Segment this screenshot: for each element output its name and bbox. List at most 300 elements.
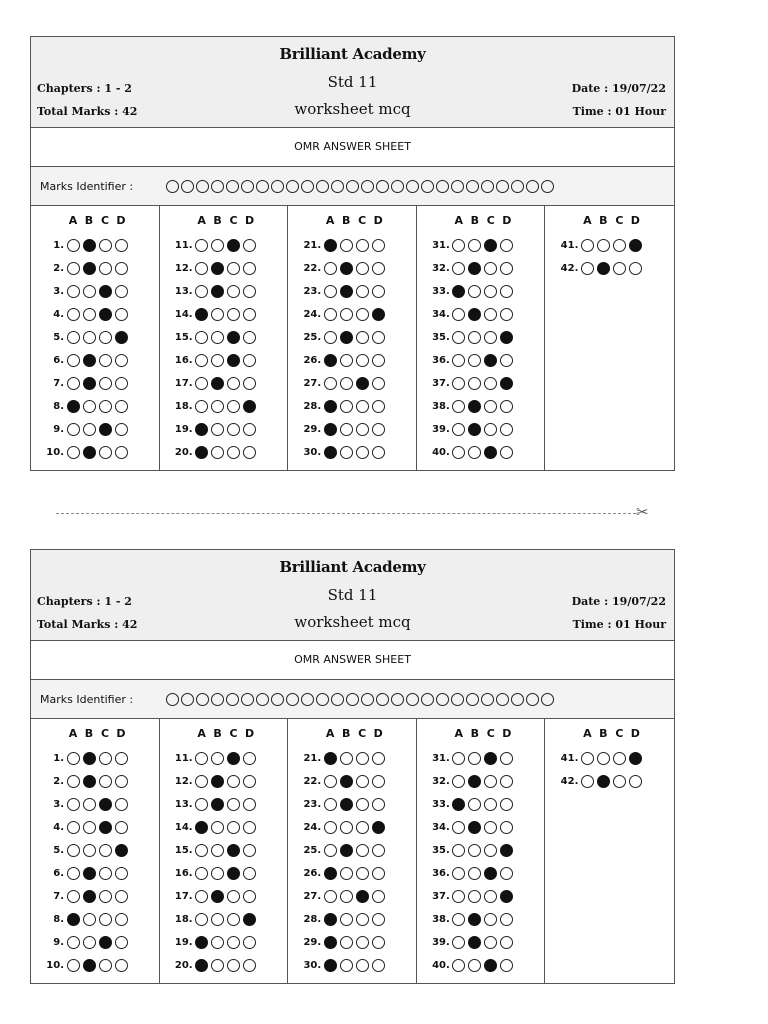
answer-bubble-d[interactable] [115,331,128,344]
answer-bubble-a[interactable] [67,936,80,949]
answer-bubble-b[interactable] [83,400,96,413]
answer-bubble-b[interactable] [211,913,224,926]
answer-bubble-c[interactable] [484,239,497,252]
answer-bubble-a[interactable] [324,354,337,367]
answer-bubble-d[interactable] [115,936,128,949]
answer-bubble-d[interactable] [243,867,256,880]
answer-bubble-d[interactable] [243,936,256,949]
answer-bubble-c[interactable] [484,959,497,972]
marks-identifier-bubble[interactable] [361,693,374,706]
marks-identifier-bubble[interactable] [316,693,329,706]
answer-bubble-a[interactable] [452,959,465,972]
answer-bubble-c[interactable] [99,331,112,344]
answer-bubble-c[interactable] [99,354,112,367]
marks-identifier-bubble[interactable] [436,693,449,706]
answer-bubble-d[interactable] [115,752,128,765]
answer-bubble-a[interactable] [581,239,594,252]
answer-bubble-d[interactable] [243,775,256,788]
answer-bubble-b[interactable] [340,936,353,949]
answer-bubble-d[interactable] [115,400,128,413]
answer-bubble-d[interactable] [500,377,513,390]
answer-bubble-a[interactable] [195,331,208,344]
answer-bubble-d[interactable] [500,354,513,367]
answer-bubble-b[interactable] [340,400,353,413]
answer-bubble-d[interactable] [243,752,256,765]
answer-bubble-b[interactable] [211,936,224,949]
answer-bubble-b[interactable] [211,867,224,880]
marks-identifier-bubble[interactable] [421,180,434,193]
answer-bubble-b[interactable] [211,331,224,344]
answer-bubble-b[interactable] [211,377,224,390]
answer-bubble-c[interactable] [356,821,369,834]
answer-bubble-d[interactable] [500,308,513,321]
answer-bubble-b[interactable] [340,331,353,344]
marks-identifier-bubble[interactable] [226,693,239,706]
marks-identifier-bubble[interactable] [331,693,344,706]
answer-bubble-a[interactable] [67,354,80,367]
answer-bubble-a[interactable] [452,377,465,390]
answer-bubble-c[interactable] [227,285,240,298]
answer-bubble-a[interactable] [195,423,208,436]
answer-bubble-d[interactable] [243,423,256,436]
answer-bubble-b[interactable] [340,423,353,436]
marks-identifier-bubble[interactable] [226,180,239,193]
answer-bubble-b[interactable] [340,775,353,788]
answer-bubble-c[interactable] [99,400,112,413]
answer-bubble-a[interactable] [67,331,80,344]
answer-bubble-c[interactable] [484,752,497,765]
answer-bubble-c[interactable] [99,752,112,765]
answer-bubble-c[interactable] [99,844,112,857]
marks-identifier-bubble[interactable] [496,693,509,706]
answer-bubble-d[interactable] [115,377,128,390]
answer-bubble-d[interactable] [115,798,128,811]
answer-bubble-c[interactable] [99,798,112,811]
answer-bubble-a[interactable] [452,890,465,903]
answer-bubble-a[interactable] [195,890,208,903]
answer-bubble-b[interactable] [211,354,224,367]
marks-identifier-bubble[interactable] [451,180,464,193]
answer-bubble-b[interactable] [211,890,224,903]
answer-bubble-b[interactable] [468,400,481,413]
answer-bubble-a[interactable] [452,308,465,321]
answer-bubble-c[interactable] [484,400,497,413]
answer-bubble-a[interactable] [452,821,465,834]
answer-bubble-a[interactable] [195,285,208,298]
answer-bubble-a[interactable] [324,936,337,949]
answer-bubble-d[interactable] [372,377,385,390]
marks-identifier-bubble[interactable] [286,693,299,706]
answer-bubble-d[interactable] [500,867,513,880]
answer-bubble-d[interactable] [372,913,385,926]
answer-bubble-c[interactable] [484,867,497,880]
answer-bubble-b[interactable] [468,959,481,972]
answer-bubble-b[interactable] [83,423,96,436]
answer-bubble-d[interactable] [372,285,385,298]
answer-bubble-d[interactable] [372,262,385,275]
answer-bubble-d[interactable] [629,262,642,275]
answer-bubble-d[interactable] [115,446,128,459]
answer-bubble-d[interactable] [500,890,513,903]
marks-identifier-bubble[interactable] [256,180,269,193]
marks-identifier-bubble[interactable] [496,180,509,193]
answer-bubble-b[interactable] [211,798,224,811]
answer-bubble-c[interactable] [356,798,369,811]
answer-bubble-b[interactable] [83,844,96,857]
answer-bubble-b[interactable] [468,446,481,459]
marks-identifier-bubble[interactable] [211,693,224,706]
answer-bubble-c[interactable] [484,262,497,275]
answer-bubble-b[interactable] [83,936,96,949]
answer-bubble-a[interactable] [452,239,465,252]
answer-bubble-b[interactable] [211,821,224,834]
answer-bubble-a[interactable] [195,798,208,811]
answer-bubble-b[interactable] [211,844,224,857]
answer-bubble-a[interactable] [324,239,337,252]
marks-identifier-bubble[interactable] [406,180,419,193]
marks-identifier-bubble[interactable] [316,180,329,193]
answer-bubble-a[interactable] [67,775,80,788]
marks-identifier-bubble[interactable] [286,180,299,193]
answer-bubble-d[interactable] [243,285,256,298]
answer-bubble-c[interactable] [356,959,369,972]
answer-bubble-a[interactable] [324,262,337,275]
answer-bubble-c[interactable] [99,936,112,949]
answer-bubble-b[interactable] [340,867,353,880]
answer-bubble-b[interactable] [340,239,353,252]
answer-bubble-a[interactable] [67,285,80,298]
answer-bubble-b[interactable] [340,821,353,834]
answer-bubble-d[interactable] [500,285,513,298]
answer-bubble-c[interactable] [484,308,497,321]
answer-bubble-c[interactable] [484,798,497,811]
answer-bubble-b[interactable] [211,285,224,298]
answer-bubble-b[interactable] [83,377,96,390]
answer-bubble-c[interactable] [356,354,369,367]
answer-bubble-a[interactable] [324,798,337,811]
answer-bubble-c[interactable] [227,798,240,811]
answer-bubble-a[interactable] [452,913,465,926]
answer-bubble-c[interactable] [356,913,369,926]
answer-bubble-a[interactable] [452,423,465,436]
answer-bubble-a[interactable] [195,959,208,972]
marks-identifier-bubble[interactable] [391,693,404,706]
marks-identifier-bubble[interactable] [511,693,524,706]
answer-bubble-d[interactable] [243,354,256,367]
answer-bubble-c[interactable] [356,867,369,880]
answer-bubble-a[interactable] [324,867,337,880]
answer-bubble-d[interactable] [115,775,128,788]
answer-bubble-d[interactable] [372,354,385,367]
answer-bubble-c[interactable] [356,285,369,298]
answer-bubble-b[interactable] [468,775,481,788]
answer-bubble-c[interactable] [484,844,497,857]
answer-bubble-a[interactable] [324,959,337,972]
answer-bubble-d[interactable] [115,959,128,972]
answer-bubble-b[interactable] [340,844,353,857]
answer-bubble-b[interactable] [211,262,224,275]
answer-bubble-a[interactable] [195,354,208,367]
answer-bubble-b[interactable] [468,354,481,367]
answer-bubble-d[interactable] [500,959,513,972]
answer-bubble-d[interactable] [115,285,128,298]
answer-bubble-d[interactable] [629,752,642,765]
answer-bubble-a[interactable] [324,446,337,459]
answer-bubble-a[interactable] [195,775,208,788]
answer-bubble-d[interactable] [500,775,513,788]
answer-bubble-c[interactable] [227,400,240,413]
answer-bubble-a[interactable] [67,423,80,436]
answer-bubble-b[interactable] [83,798,96,811]
answer-bubble-b[interactable] [597,752,610,765]
answer-bubble-a[interactable] [452,798,465,811]
answer-bubble-a[interactable] [195,262,208,275]
marks-identifier-bubble[interactable] [451,693,464,706]
answer-bubble-d[interactable] [500,331,513,344]
marks-identifier-bubble[interactable] [466,693,479,706]
answer-bubble-b[interactable] [83,775,96,788]
answer-bubble-c[interactable] [356,423,369,436]
answer-bubble-d[interactable] [243,798,256,811]
answer-bubble-a[interactable] [67,913,80,926]
answer-bubble-d[interactable] [115,867,128,880]
marks-identifier-bubble[interactable] [196,180,209,193]
answer-bubble-c[interactable] [227,959,240,972]
answer-bubble-c[interactable] [227,239,240,252]
answer-bubble-b[interactable] [83,752,96,765]
answer-bubble-c[interactable] [484,285,497,298]
marks-identifier-bubble[interactable] [271,180,284,193]
marks-identifier-bubble[interactable] [526,693,539,706]
answer-bubble-b[interactable] [597,262,610,275]
answer-bubble-c[interactable] [227,890,240,903]
answer-bubble-d[interactable] [243,239,256,252]
answer-bubble-d[interactable] [500,752,513,765]
answer-bubble-b[interactable] [340,377,353,390]
answer-bubble-d[interactable] [115,844,128,857]
answer-bubble-c[interactable] [227,913,240,926]
answer-bubble-b[interactable] [211,308,224,321]
answer-bubble-a[interactable] [452,752,465,765]
answer-bubble-b[interactable] [597,775,610,788]
answer-bubble-d[interactable] [372,423,385,436]
answer-bubble-c[interactable] [356,308,369,321]
marks-identifier-bubble[interactable] [376,693,389,706]
answer-bubble-c[interactable] [99,308,112,321]
answer-bubble-a[interactable] [67,400,80,413]
answer-bubble-c[interactable] [99,775,112,788]
answer-bubble-a[interactable] [195,308,208,321]
answer-bubble-b[interactable] [83,331,96,344]
marks-identifier-bubble[interactable] [541,693,554,706]
answer-bubble-a[interactable] [195,239,208,252]
answer-bubble-a[interactable] [67,377,80,390]
answer-bubble-d[interactable] [500,913,513,926]
answer-bubble-b[interactable] [468,262,481,275]
answer-bubble-c[interactable] [613,775,626,788]
answer-bubble-c[interactable] [227,423,240,436]
answer-bubble-a[interactable] [195,446,208,459]
answer-bubble-b[interactable] [340,752,353,765]
answer-bubble-d[interactable] [372,821,385,834]
answer-bubble-c[interactable] [227,752,240,765]
answer-bubble-c[interactable] [227,821,240,834]
answer-bubble-c[interactable] [227,308,240,321]
answer-bubble-d[interactable] [372,400,385,413]
answer-bubble-c[interactable] [99,262,112,275]
answer-bubble-d[interactable] [372,844,385,857]
answer-bubble-b[interactable] [83,959,96,972]
marks-identifier-bubble[interactable] [241,180,254,193]
answer-bubble-a[interactable] [324,400,337,413]
answer-bubble-d[interactable] [243,377,256,390]
answer-bubble-b[interactable] [340,308,353,321]
answer-bubble-a[interactable] [195,821,208,834]
answer-bubble-a[interactable] [581,752,594,765]
answer-bubble-c[interactable] [227,775,240,788]
answer-bubble-c[interactable] [613,752,626,765]
marks-identifier-bubble[interactable] [346,180,359,193]
marks-identifier-bubble[interactable] [271,693,284,706]
answer-bubble-d[interactable] [372,890,385,903]
answer-bubble-b[interactable] [468,239,481,252]
answer-bubble-b[interactable] [83,890,96,903]
answer-bubble-c[interactable] [484,821,497,834]
marks-identifier-bubble[interactable] [166,693,179,706]
answer-bubble-c[interactable] [356,890,369,903]
answer-bubble-d[interactable] [243,844,256,857]
answer-bubble-d[interactable] [115,423,128,436]
answer-bubble-d[interactable] [115,239,128,252]
answer-bubble-a[interactable] [452,331,465,344]
answer-bubble-d[interactable] [500,446,513,459]
answer-bubble-a[interactable] [195,400,208,413]
answer-bubble-b[interactable] [83,239,96,252]
answer-bubble-b[interactable] [468,285,481,298]
marks-identifier-bubble[interactable] [331,180,344,193]
answer-bubble-a[interactable] [581,262,594,275]
answer-bubble-a[interactable] [67,844,80,857]
answer-bubble-c[interactable] [227,844,240,857]
answer-bubble-d[interactable] [372,446,385,459]
answer-bubble-c[interactable] [484,423,497,436]
answer-bubble-b[interactable] [83,285,96,298]
answer-bubble-c[interactable] [356,331,369,344]
answer-bubble-d[interactable] [115,913,128,926]
answer-bubble-c[interactable] [484,354,497,367]
answer-bubble-c[interactable] [99,423,112,436]
answer-bubble-d[interactable] [500,400,513,413]
marks-identifier-bubble[interactable] [181,180,194,193]
answer-bubble-c[interactable] [227,354,240,367]
answer-bubble-a[interactable] [67,798,80,811]
answer-bubble-a[interactable] [452,936,465,949]
answer-bubble-b[interactable] [211,775,224,788]
answer-bubble-a[interactable] [324,752,337,765]
answer-bubble-b[interactable] [83,308,96,321]
answer-bubble-c[interactable] [356,844,369,857]
answer-bubble-d[interactable] [115,262,128,275]
answer-bubble-a[interactable] [67,262,80,275]
answer-bubble-c[interactable] [227,331,240,344]
answer-bubble-b[interactable] [468,844,481,857]
marks-identifier-bubble[interactable] [511,180,524,193]
answer-bubble-a[interactable] [67,308,80,321]
answer-bubble-c[interactable] [227,867,240,880]
answer-bubble-d[interactable] [500,798,513,811]
answer-bubble-c[interactable] [356,400,369,413]
marks-identifier-bubble[interactable] [466,180,479,193]
answer-bubble-a[interactable] [67,959,80,972]
answer-bubble-a[interactable] [324,285,337,298]
answer-bubble-b[interactable] [211,400,224,413]
marks-identifier-bubble[interactable] [301,693,314,706]
answer-bubble-b[interactable] [340,285,353,298]
answer-bubble-d[interactable] [243,446,256,459]
marks-identifier-bubble[interactable] [346,693,359,706]
answer-bubble-b[interactable] [468,423,481,436]
answer-bubble-c[interactable] [356,936,369,949]
answer-bubble-d[interactable] [243,400,256,413]
answer-bubble-c[interactable] [99,446,112,459]
answer-bubble-b[interactable] [468,890,481,903]
answer-bubble-d[interactable] [115,890,128,903]
answer-bubble-d[interactable] [372,867,385,880]
answer-bubble-c[interactable] [356,775,369,788]
answer-bubble-c[interactable] [227,262,240,275]
answer-bubble-d[interactable] [372,308,385,321]
answer-bubble-c[interactable] [227,377,240,390]
answer-bubble-c[interactable] [356,752,369,765]
answer-bubble-c[interactable] [99,377,112,390]
answer-bubble-b[interactable] [211,423,224,436]
answer-bubble-c[interactable] [99,867,112,880]
answer-bubble-a[interactable] [324,890,337,903]
answer-bubble-b[interactable] [340,262,353,275]
marks-identifier-bubble[interactable] [166,180,179,193]
answer-bubble-a[interactable] [67,446,80,459]
answer-bubble-c[interactable] [613,262,626,275]
answer-bubble-b[interactable] [468,936,481,949]
answer-bubble-a[interactable] [452,285,465,298]
answer-bubble-a[interactable] [67,867,80,880]
answer-bubble-a[interactable] [195,867,208,880]
marks-identifier-bubble[interactable] [481,693,494,706]
marks-identifier-bubble[interactable] [391,180,404,193]
answer-bubble-a[interactable] [452,400,465,413]
answer-bubble-c[interactable] [227,446,240,459]
answer-bubble-a[interactable] [195,844,208,857]
answer-bubble-c[interactable] [356,377,369,390]
answer-bubble-c[interactable] [356,262,369,275]
answer-bubble-d[interactable] [629,239,642,252]
answer-bubble-c[interactable] [484,775,497,788]
answer-bubble-c[interactable] [99,890,112,903]
answer-bubble-d[interactable] [372,752,385,765]
answer-bubble-b[interactable] [211,959,224,972]
answer-bubble-d[interactable] [500,423,513,436]
answer-bubble-d[interactable] [115,308,128,321]
answer-bubble-c[interactable] [484,377,497,390]
answer-bubble-a[interactable] [195,913,208,926]
answer-bubble-d[interactable] [372,331,385,344]
answer-bubble-a[interactable] [324,423,337,436]
answer-bubble-a[interactable] [67,239,80,252]
answer-bubble-b[interactable] [83,354,96,367]
answer-bubble-c[interactable] [227,936,240,949]
answer-bubble-b[interactable] [211,239,224,252]
answer-bubble-d[interactable] [243,308,256,321]
